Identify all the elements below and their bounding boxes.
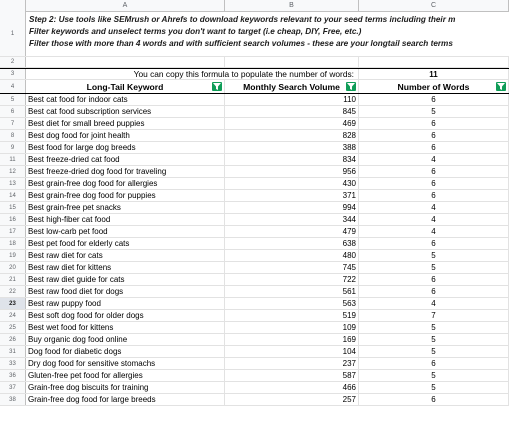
keyword-cell[interactable]: Best grain-free dog food for allergies bbox=[26, 178, 225, 189]
table-row bbox=[0, 118, 509, 130]
volume-cell[interactable]: 638 bbox=[225, 238, 359, 249]
words-header-label: Number of Words bbox=[397, 81, 470, 92]
table-row bbox=[0, 346, 509, 358]
row-number[interactable]: 20 bbox=[0, 262, 26, 273]
keyword-cell[interactable]: Best grain-free pet snacks bbox=[26, 202, 225, 213]
word-count-cell[interactable]: 4 bbox=[359, 154, 509, 165]
row-number[interactable]: 22 bbox=[0, 286, 26, 297]
cell[interactable] bbox=[26, 57, 225, 67]
intro-row bbox=[0, 12, 509, 57]
table-row bbox=[0, 262, 509, 274]
table-row bbox=[0, 238, 509, 250]
keyword-cell[interactable]: Best raw puppy food bbox=[26, 298, 225, 309]
table-row bbox=[0, 226, 509, 238]
table-row bbox=[0, 106, 509, 118]
volume-cell[interactable]: 834 bbox=[225, 154, 359, 165]
volume-cell[interactable]: 257 bbox=[225, 394, 359, 405]
table-row bbox=[0, 166, 509, 178]
keyword-cell[interactable]: Best wet food for kittens bbox=[26, 322, 225, 333]
volume-cell[interactable]: 466 bbox=[225, 382, 359, 393]
keyword-cell[interactable]: Best cat food for indoor cats bbox=[26, 94, 225, 105]
keyword-cell[interactable]: Best pet food for elderly cats bbox=[26, 238, 225, 249]
volume-cell[interactable]: 104 bbox=[225, 346, 359, 357]
word-count-cell[interactable]: 5 bbox=[359, 334, 509, 345]
volume-header-cell[interactable] bbox=[225, 80, 359, 93]
volume-cell[interactable]: 344 bbox=[225, 214, 359, 225]
keyword-header-label: Long-Tail Keyword bbox=[86, 81, 164, 92]
row-number[interactable]: 25 bbox=[0, 322, 26, 333]
row-number[interactable]: 18 bbox=[0, 238, 26, 249]
row-number[interactable]: 11 bbox=[0, 154, 26, 165]
word-count-cell[interactable]: 6 bbox=[359, 190, 509, 201]
volume-cell[interactable]: 480 bbox=[225, 250, 359, 261]
table-row bbox=[0, 334, 509, 346]
row-number[interactable]: 21 bbox=[0, 274, 26, 285]
row-number[interactable]: 12 bbox=[0, 166, 26, 177]
row-number[interactable]: 9 bbox=[0, 142, 26, 153]
table-row bbox=[0, 202, 509, 214]
table-row bbox=[0, 178, 509, 190]
intro-line-3: Filter those with more than 4 words and with sufficient search volumes - these are your longtail search terms bbox=[29, 39, 453, 48]
row-number[interactable]: 37 bbox=[0, 382, 26, 393]
table-row bbox=[0, 358, 509, 370]
volume-cell[interactable]: 430 bbox=[225, 178, 359, 189]
keyword-cell[interactable]: Best raw diet for kittens bbox=[26, 262, 225, 273]
word-count-cell[interactable]: 5 bbox=[359, 106, 509, 117]
volume-cell[interactable]: 956 bbox=[225, 166, 359, 177]
keyword-cell[interactable]: Best soft dog food for older dogs bbox=[26, 310, 225, 321]
row-number[interactable]: 26 bbox=[0, 334, 26, 345]
volume-cell[interactable]: 109 bbox=[225, 322, 359, 333]
formula-label-cell[interactable]: You can copy this formula to populate the number of words: bbox=[26, 69, 359, 79]
cell[interactable] bbox=[225, 57, 359, 67]
keyword-cell[interactable]: Best high-fiber cat food bbox=[26, 214, 225, 225]
keyword-cell[interactable]: Best raw food diet for dogs bbox=[26, 286, 225, 297]
table-row bbox=[0, 142, 509, 154]
word-count-cell[interactable]: 4 bbox=[359, 202, 509, 213]
intro-text-cell[interactable] bbox=[29, 12, 509, 56]
volume-cell[interactable]: 828 bbox=[225, 130, 359, 141]
table-row bbox=[0, 286, 509, 298]
volume-cell[interactable]: 237 bbox=[225, 358, 359, 369]
word-count-cell[interactable]: 4 bbox=[359, 226, 509, 237]
word-count-cell[interactable]: 7 bbox=[359, 310, 509, 321]
table-row bbox=[0, 370, 509, 382]
row-number[interactable]: 15 bbox=[0, 202, 26, 213]
word-count-cell[interactable]: 6 bbox=[359, 166, 509, 177]
volume-cell[interactable]: 994 bbox=[225, 202, 359, 213]
column-header-c[interactable]: C bbox=[359, 0, 509, 12]
intro-line-1: Step 2: Use tools like SEMrush or Ahrefs to download keywords relevant to your seed terms including their m bbox=[29, 15, 456, 24]
word-count-cell[interactable]: 6 bbox=[359, 238, 509, 249]
table-row bbox=[0, 94, 509, 106]
row-number[interactable]: 33 bbox=[0, 358, 26, 369]
volume-cell[interactable]: 169 bbox=[225, 334, 359, 345]
cell[interactable] bbox=[359, 57, 509, 67]
volume-cell[interactable]: 587 bbox=[225, 370, 359, 381]
volume-cell[interactable]: 371 bbox=[225, 190, 359, 201]
row-number[interactable]: 19 bbox=[0, 250, 26, 261]
volume-cell[interactable]: 745 bbox=[225, 262, 359, 273]
column-header-b[interactable]: B bbox=[225, 0, 359, 12]
keyword-cell[interactable]: Dog food for diabetic dogs bbox=[26, 346, 225, 357]
keyword-cell[interactable]: Buy organic dog food online bbox=[26, 334, 225, 345]
keyword-cell[interactable]: Dry dog food for sensitive stomachs bbox=[26, 358, 225, 369]
table-row bbox=[0, 382, 509, 394]
keyword-cell[interactable]: Best grain-free dog food for puppies bbox=[26, 190, 225, 201]
column-header-a[interactable]: A bbox=[26, 0, 225, 12]
formula-value-cell[interactable]: 11 bbox=[359, 69, 509, 79]
word-count-cell[interactable]: 6 bbox=[359, 358, 509, 369]
words-header-cell[interactable] bbox=[359, 80, 509, 93]
row-number[interactable]: 17 bbox=[0, 226, 26, 237]
table-row bbox=[0, 274, 509, 286]
filter-funnel-icon[interactable] bbox=[346, 82, 356, 91]
table-row bbox=[0, 394, 509, 406]
word-count-cell[interactable]: 5 bbox=[359, 346, 509, 357]
volume-cell[interactable]: 563 bbox=[225, 298, 359, 309]
table-row bbox=[0, 130, 509, 142]
row-number[interactable]: 5 bbox=[0, 94, 26, 105]
row-number[interactable]: 31 bbox=[0, 346, 26, 357]
word-count-cell[interactable]: 5 bbox=[359, 262, 509, 273]
row-number[interactable]: 24 bbox=[0, 310, 26, 321]
keyword-cell[interactable]: Gluten-free pet food for allergies bbox=[26, 370, 225, 381]
keyword-cell[interactable]: Best freeze-dried cat food bbox=[26, 154, 225, 165]
word-count-cell[interactable]: 4 bbox=[359, 298, 509, 309]
word-count-cell[interactable]: 6 bbox=[359, 142, 509, 153]
table-row bbox=[0, 322, 509, 334]
row-number[interactable]: 6 bbox=[0, 106, 26, 117]
volume-cell[interactable]: 388 bbox=[225, 142, 359, 153]
word-count-cell[interactable]: 6 bbox=[359, 130, 509, 141]
keyword-cell[interactable]: Best raw diet guide for cats bbox=[26, 274, 225, 285]
row-number[interactable]: 1 bbox=[0, 12, 26, 56]
keyword-cell[interactable]: Grain-free dog biscuits for training bbox=[26, 382, 225, 393]
word-count-cell[interactable]: 5 bbox=[359, 322, 509, 333]
header-row bbox=[0, 80, 509, 94]
volume-cell[interactable]: 722 bbox=[225, 274, 359, 285]
word-count-cell[interactable]: 5 bbox=[359, 250, 509, 261]
keyword-cell[interactable]: Grain-free dog food for large breeds bbox=[26, 394, 225, 405]
blank-row bbox=[0, 57, 509, 68]
intro-line-2: Filter keywords and unselect terms you don't want to target (i.e cheap, DIY, Free, etc.) bbox=[29, 27, 362, 36]
volume-cell[interactable]: 479 bbox=[225, 226, 359, 237]
row-number[interactable]: 14 bbox=[0, 190, 26, 201]
word-count-cell[interactable]: 6 bbox=[359, 286, 509, 297]
word-count-cell[interactable]: 5 bbox=[359, 370, 509, 381]
table-row bbox=[0, 310, 509, 322]
keyword-cell[interactable]: Best raw diet for cats bbox=[26, 250, 225, 261]
volume-cell[interactable]: 845 bbox=[225, 106, 359, 117]
table-row bbox=[0, 190, 509, 202]
word-count-cell[interactable]: 6 bbox=[359, 274, 509, 285]
row-number[interactable]: 4 bbox=[0, 80, 26, 93]
keyword-cell[interactable]: Best diet for small breed puppies bbox=[26, 118, 225, 129]
keyword-cell[interactable]: Best dog food for joint health bbox=[26, 130, 225, 141]
volume-cell[interactable]: 519 bbox=[225, 310, 359, 321]
column-header-bar bbox=[0, 0, 509, 12]
volume-header-label: Monthly Search Volume bbox=[243, 81, 340, 92]
row-number[interactable]: 16 bbox=[0, 214, 26, 225]
keyword-cell[interactable]: Best freeze-dried dog food for traveling bbox=[26, 166, 225, 177]
table-row bbox=[0, 154, 509, 166]
keyword-cell[interactable]: Best cat food subscription services bbox=[26, 106, 225, 117]
row-number[interactable]: 23 bbox=[0, 298, 26, 309]
word-count-cell[interactable]: 6 bbox=[359, 178, 509, 189]
word-count-cell[interactable]: 6 bbox=[359, 118, 509, 129]
table-row bbox=[0, 214, 509, 226]
word-count-cell[interactable]: 5 bbox=[359, 382, 509, 393]
select-all-corner[interactable] bbox=[0, 0, 26, 12]
volume-cell[interactable]: 469 bbox=[225, 118, 359, 129]
volume-cell[interactable]: 110 bbox=[225, 94, 359, 105]
word-count-cell[interactable]: 4 bbox=[359, 214, 509, 225]
formula-row bbox=[0, 68, 509, 80]
row-number[interactable]: 13 bbox=[0, 178, 26, 189]
row-number[interactable]: 3 bbox=[0, 69, 26, 79]
volume-cell[interactable]: 561 bbox=[225, 286, 359, 297]
keyword-cell[interactable]: Best food for large dog breeds bbox=[26, 142, 225, 153]
row-number[interactable]: 38 bbox=[0, 394, 26, 405]
row-number[interactable]: 8 bbox=[0, 130, 26, 141]
row-number[interactable]: 7 bbox=[0, 118, 26, 129]
keyword-header-cell[interactable] bbox=[26, 80, 225, 93]
keyword-cell[interactable]: Best low-carb pet food bbox=[26, 226, 225, 237]
filter-funnel-icon[interactable] bbox=[212, 82, 222, 91]
filter-funnel-icon[interactable] bbox=[496, 82, 506, 91]
table-row bbox=[0, 298, 509, 310]
word-count-cell[interactable]: 6 bbox=[359, 394, 509, 405]
table-row bbox=[0, 250, 509, 262]
row-number[interactable]: 2 bbox=[0, 57, 26, 67]
word-count-cell[interactable]: 6 bbox=[359, 94, 509, 105]
row-number[interactable]: 36 bbox=[0, 370, 26, 381]
